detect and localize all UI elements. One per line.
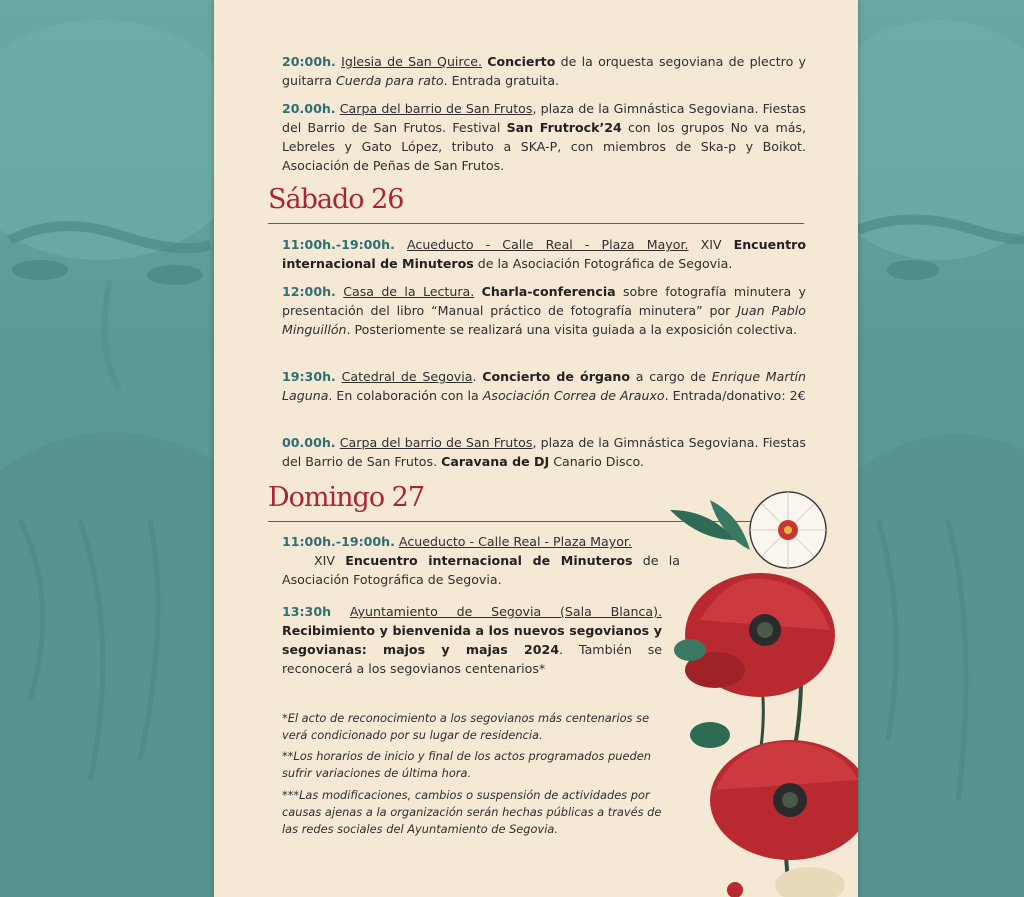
event-highlight: Caravana de DJ (441, 454, 550, 469)
event-time: 11:00h.-19:00h. (282, 534, 395, 549)
event-text: de la Asociación Fotográfica de Segovia. (473, 256, 733, 271)
footnote: **Los horarios de inicio y final de los actos programados pueden sufrir variaciones de última hora. (282, 749, 651, 780)
event-highlight: Encuentro internacional de Minuteros (282, 237, 806, 271)
event-italic: Asociación Correa de Arauxo (482, 388, 665, 403)
event-text: de la Asociación Fotográfica de Segovia. (282, 553, 680, 587)
poppy-flowers-illustration (640, 470, 858, 897)
event-text: Canario Disco. (549, 454, 644, 469)
event-italic: Juan Pablo Minguillón (282, 303, 806, 337)
event-highlight: Concierto (487, 54, 556, 69)
event-entry (282, 235, 806, 273)
event-highlight: San Frutrock’24 (506, 120, 622, 135)
event-entry (282, 433, 806, 471)
red-poppy (710, 740, 858, 860)
event-text: de la orquesta segoviana de plectro y guitarra (282, 54, 806, 88)
event-text: . (472, 369, 483, 384)
event-time: 19:30h. (282, 369, 336, 384)
event-place: Catedral de Segovia (341, 369, 473, 384)
event-entry (282, 52, 806, 90)
background-right-illustration (858, 0, 1024, 897)
event-highlight: Recibimiento y bienvenida a los nuevos segovianos y segovianas: majos y majas 2024 (282, 623, 662, 657)
event-entry (282, 99, 806, 175)
bearded-face-illustration-left (0, 0, 214, 897)
event-place: Casa de la Lectura. (343, 284, 475, 299)
event-text: , plaza de la Gimnástica Segoviana. Fiestas del Barrio de San Frutos. (282, 435, 806, 469)
event-text: . En colaboración con la (328, 388, 483, 403)
event-highlight: Concierto de órgano (482, 369, 631, 384)
event-text: XIV (314, 553, 346, 568)
event-text: XIV (688, 237, 734, 252)
background-left-illustration (0, 0, 214, 897)
event-place: Acueducto - Calle Real - Plaza Mayor. (398, 534, 632, 549)
event-entry (282, 367, 806, 405)
white-flower (750, 492, 826, 568)
day-heading-saturday: Sábado 26 (268, 184, 404, 215)
divider (268, 223, 804, 224)
event-entry (282, 282, 806, 339)
event-text: . También se reconocerá a los segovianos centenarios* (282, 642, 662, 676)
event-text: . Entrada gratuita. (443, 73, 560, 88)
event-italic: Enrique Martín Laguna (282, 369, 806, 403)
day-heading-sunday: Domingo 27 (268, 482, 425, 513)
event-place: Iglesia de San Quirce. (341, 54, 483, 69)
event-text: con los grupos No va más, Lebreles y Gato López, tributo a SKA-P, con miembros de Ska-p y Boikot. Asociación de Peñas de San Frutos. (282, 120, 806, 173)
red-poppy (685, 573, 835, 697)
event-time: 12:00h. (282, 284, 336, 299)
event-time: 11:00h.-19:00h. (282, 237, 395, 252)
event-italic: Cuerda para rato (336, 73, 444, 88)
event-text: . Entrada/donativo: 2€ (664, 388, 806, 403)
event-entry (282, 602, 662, 678)
event-text: sobre fotografía minutera y presentación del libro “Manual práctico de fotografía minutera” por (282, 284, 806, 318)
event-place: Carpa del barrio de San Frutos (339, 101, 533, 116)
event-place: Acueducto - Calle Real - Plaza Mayor. (407, 237, 689, 252)
footnote: ***Las modificaciones, cambios o suspensión de actividades por causas ajenas a la organización serán hechas públicas a través de las redes sociales del Ayuntamiento de Segovia. (282, 788, 662, 836)
event-highlight: Charla-conferencia (481, 284, 616, 299)
event-place: Carpa del barrio de San Frutos (339, 435, 533, 450)
event-text: a cargo de (630, 369, 712, 384)
event-time: 20:00h. (282, 54, 336, 69)
event-time: 00.00h. (282, 435, 336, 450)
event-highlight: Encuentro internacional de Minuteros (345, 553, 633, 568)
event-time: 13:30h (282, 604, 332, 619)
bearded-face-illustration-right (858, 0, 1024, 897)
event-text: , plaza de la Gimnástica Segoviana. Fiestas del Barrio de San Frutos. Festival (282, 101, 806, 135)
footnote: *El acto de reconocimiento a los segovianos más centenarios se verá condicionado por su lugar de residencia. (282, 711, 650, 742)
event-text: . Posteriomente se realizará una visita guiada a la exposición colectiva. (346, 322, 798, 337)
event-entry (282, 532, 680, 589)
event-time: 20.00h. (282, 101, 336, 116)
event-place: Ayuntamiento de Segovia (Sala Blanca). (349, 604, 662, 619)
